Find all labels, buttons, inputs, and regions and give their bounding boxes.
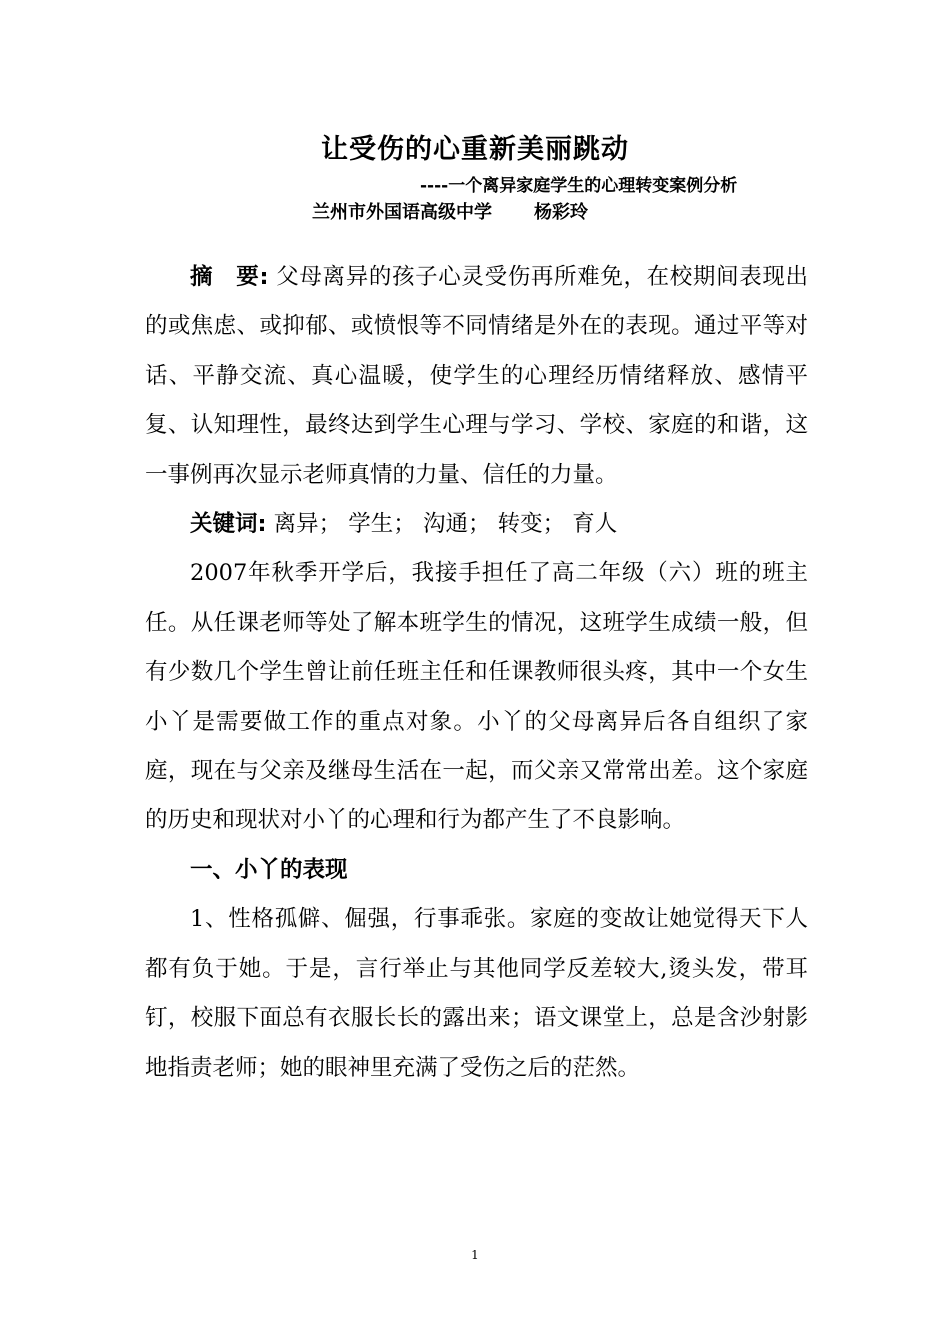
document-body: [145, 253, 808, 1093]
author-name: 杨彩玲: [534, 202, 588, 223]
keywords-paragraph: [145, 500, 808, 549]
page-number: 1: [471, 1248, 479, 1262]
abstract-text: 父母离异的孩子心灵受伤再所难免，在校期间表现出的或焦虑、或抑郁、或愤恨等不同情绪是外在的表现。通过平等对话、平静交流、真心温暖，使学生的心理经历情绪释放、感情平复、认知理性，最终达到学生心理与学习、学校、家庭的和谐，这一事例再次显示老师真情的力量、信任的力量。: [145, 264, 809, 488]
abstract-paragraph: [145, 253, 808, 500]
author-line: [312, 200, 588, 226]
section-paragraph-1: 1、性格孤僻、倔强，行事乖张。家庭的变故让她觉得天下人都有负于她。于是，言行举止与其他同学反差较大,烫头发，带耳钉，校服下面总有衣服长长的露出来；语文课堂上，总是含沙射影地指责老师；她的眼神里充满了受伤之后的茫然。: [145, 906, 808, 1081]
section-heading: 一、小丫的表现: [190, 856, 348, 883]
document-title: 让受伤的心重新美丽跳动: [321, 134, 629, 165]
body-paragraph-intro: 2007年秋季开学后，我接手担任了高二年级（六）班的班主任。从任课老师等处了解本班学生的情况，这班学生成绩一般，但有少数几个学生曾让前任班主任和任课教师很头疼，其中一个女生小丫是需要做工作的重点对象。小丫的父母离异后各自组织了家庭，现在与父亲及继母生活在一起，而父亲又常常出差。这个家庭的历史和现状对小丫的心理和行为都产生了不良影响。: [145, 560, 808, 834]
author-school: 兰州市外国语高级中学: [312, 202, 492, 223]
abstract-label: 摘 要:: [190, 264, 269, 290]
document-subtitle: ----一个离异家庭学生的心理转变案例分析: [420, 176, 738, 196]
keywords-label: 关键词:: [190, 511, 267, 538]
keywords-text: 离异； 学生； 沟通； 转变； 育人: [266, 511, 618, 538]
